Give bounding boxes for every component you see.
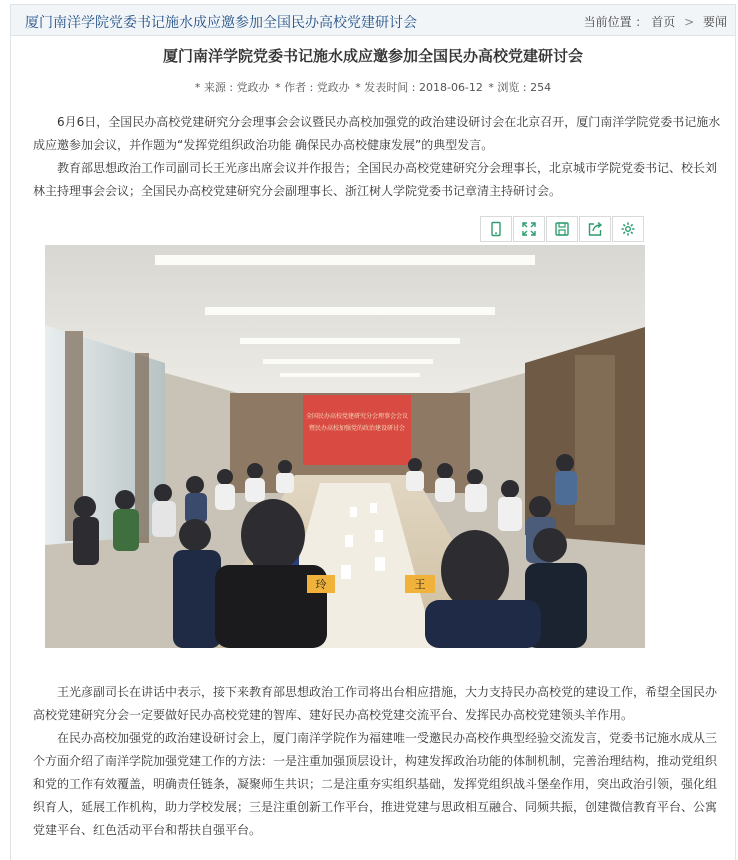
meta-views: * 浏览 : 254 <box>488 81 552 94</box>
paragraph-2: 教育部思想政治工作司副司长王光彦出席会议并作报告；全国民办高校党建研究分会理事长，北京城市学院党委书记、校长刘林主持理事会会议；全国民办高校党建研究分会副理事长、浙江树人学院党委书记章清主持研讨会。 <box>33 161 718 198</box>
share-button[interactable] <box>579 216 611 242</box>
paragraph-3: 王光彦副司长在讲话中表示，接下来教育部思想政治工作司将出台相应措施，大力支持民办高校党的建设工作，希望全国民办高校党建研究分会一定要做好民办高校党建的智库、建好民办高校党建交流平台、发挥民办高校党建领头羊作用。 <box>33 685 718 722</box>
article-meta <box>11 79 735 95</box>
screen-text-line1: 全国民办高校党建研究分会理事会会议 <box>305 413 409 420</box>
header-title: 厦门南洋学院党委书记施水成应邀参加全国民办高校党建研讨会 <box>25 15 417 31</box>
breadcrumb-home-link[interactable]: 首页 <box>651 15 676 29</box>
article-title: 厦门南洋学院党委书记施水成应邀参加全国民办高校党建研讨会 <box>162 47 583 65</box>
meta-source: * 来源 : 党政办 <box>194 81 270 94</box>
mobile-icon <box>488 221 504 237</box>
breadcrumb <box>584 13 727 30</box>
share-icon <box>587 221 603 237</box>
meta-author: * 作者 : 党政办 <box>275 81 350 94</box>
breadcrumb-current-link[interactable]: 要闻 <box>702 15 727 29</box>
save-button[interactable] <box>546 216 578 242</box>
meeting-photo <box>45 245 645 648</box>
header-bar <box>10 4 736 36</box>
mobile-view-button[interactable] <box>480 216 512 242</box>
screen-text-line2: 暨民办高校加强党的政治建设研讨会 <box>308 425 406 432</box>
article-toolbar <box>480 216 645 242</box>
paragraph-1: 6月6日，全国民办高校党建研究分会理事会会议暨民办高校加强党的政治建设研讨会在北京召开，厦门南洋学院党委书记施水成应邀参加会议，并作题为“发挥党组织政治功能 确保民办高校健康发展”的典型发言。 <box>33 115 721 152</box>
fullscreen-button[interactable] <box>513 216 545 242</box>
settings-icon <box>620 221 636 237</box>
breadcrumb-label: 当前位置 <box>583 15 632 29</box>
article-container <box>10 36 736 860</box>
paragraph-4: 在民办高校加强党的政治建设研讨会上，厦门南洋学院作为福建唯一受邀民办高校作典型经验交流发言，党委书记施水成从三个方面介绍了南洋学院加强党建工作的方法：一是注重加强顶层设计，构建发挥政治功能的体制机制，完善治理结构，推动党组织和党的工作有效覆盖，明确责任链条，凝聚师生共识；二是注重夯实组织基础，发挥党组织战斗堡垒作用，突出政治引领，强化组织育人，延展工作机构，助力学校发展；三是注重创新工作平台，推进党建与思政相互融合、同频共振，创建微信教育平台、公寓党建平台、红色活动平台和帮扶自强平台。 <box>33 731 718 837</box>
meeting-photo-illustration <box>45 245 645 648</box>
breadcrumb-colon: ： <box>635 15 648 29</box>
settings-button[interactable] <box>612 216 644 242</box>
breadcrumb-separator: > <box>684 15 695 29</box>
meta-date: * 发表时间 : 2018-06-12 <box>355 81 483 94</box>
nameplate-2: 王 <box>414 578 426 591</box>
fullscreen-icon <box>521 221 537 237</box>
save-icon <box>554 221 570 237</box>
nameplate-1: 玲 <box>315 578 327 591</box>
